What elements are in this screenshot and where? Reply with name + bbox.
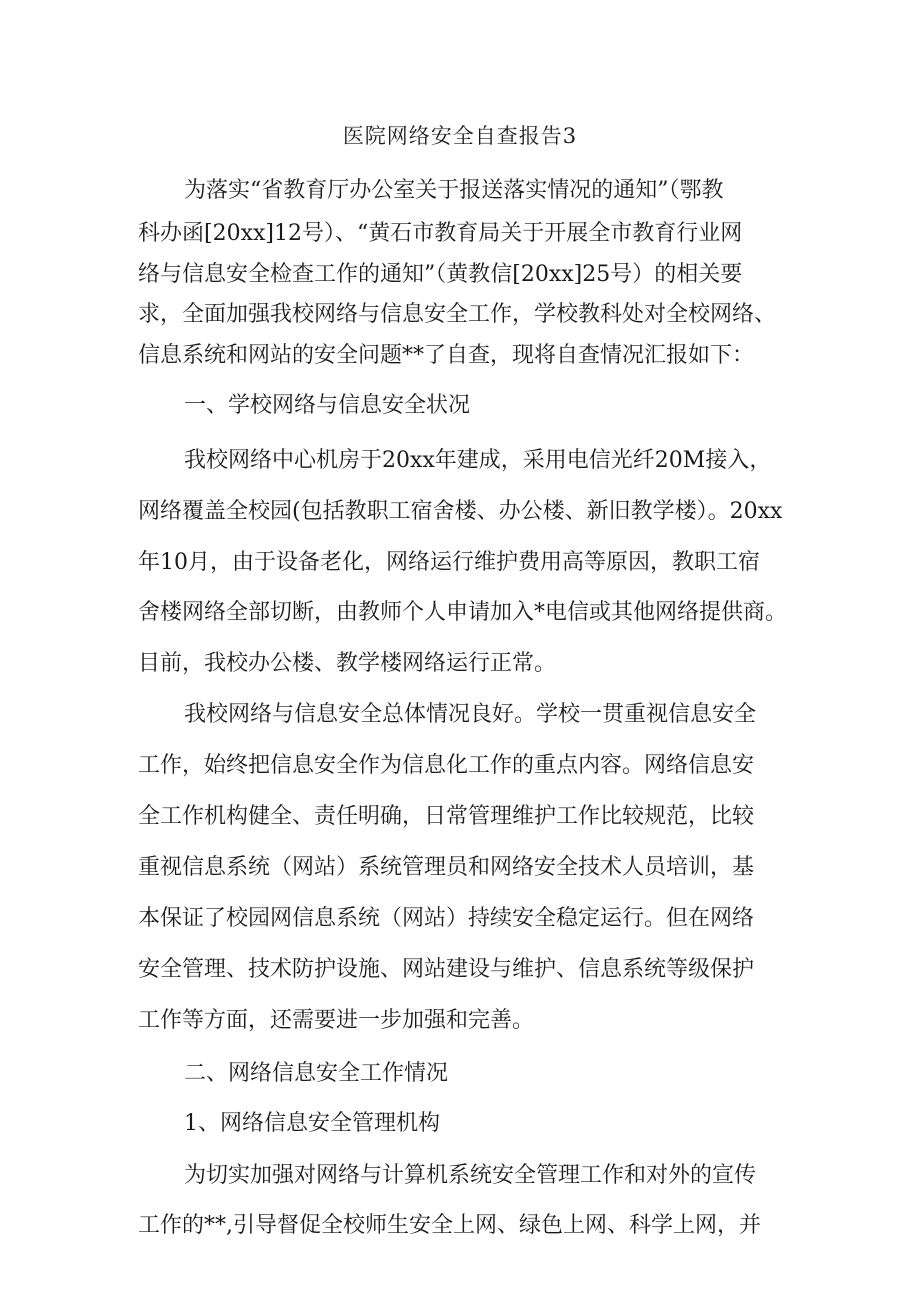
- paragraph-line: 工作等方面，还需要进一步加强和完善。: [138, 1008, 535, 1033]
- paragraph-line: 我校网络中心机房于20xx年建成，采用电信光纤20M接入，: [184, 448, 772, 473]
- paragraph-line: 为落实“省教育厅办公室关于报送落实情况的通知”（鄂教: [184, 178, 724, 203]
- paragraph-line: 科办函[20xx]12号）、“黄石市教育局关于开展全市教育行业网: [138, 221, 743, 246]
- paragraph-line: 舍楼网络全部切断，由教师个人申请加入*电信或其他网络提供商。: [138, 600, 788, 625]
- paragraph-line: 信息系统和网站的安全问题**了自查，现将自查情况汇报如下：: [138, 343, 755, 368]
- paragraph-line: 为切实加强对网络与计算机系统安全管理工作和对外的宣传: [184, 1163, 757, 1188]
- paragraph-line: 网络覆盖全校园(包括教职工宿舍楼、办公楼、新旧教学楼）。20xx: [138, 499, 783, 524]
- paragraph-line: 工作，始终把信息安全作为信息化工作的重点内容。网络信息安: [138, 753, 755, 778]
- paragraph-line: 重视信息系统（网站）系统管理员和网络安全技术人员培训，基: [138, 855, 755, 880]
- document-title: 医院网络安全自查报告3: [342, 124, 578, 148]
- section-heading: 一、学校网络与信息安全状况: [184, 393, 471, 418]
- paragraph-line: 求，全面加强我校网络与信息安全工作，学校教科处对全校网络、: [138, 302, 777, 327]
- subsection-heading: 1、网络信息安全管理机构: [184, 1111, 440, 1136]
- paragraph-line: 我校网络与信息安全总体情况良好。学校一贯重视信息安全: [184, 702, 757, 727]
- paragraph-line: 年10月，由于设备老化，网络运行维护费用高等原因，教职工宿: [138, 550, 760, 575]
- paragraph-line: 工作的**,引导督促全校师生安全上网、绿色上网、科学上网，并: [138, 1213, 761, 1238]
- section-heading: 二、网络信息安全工作情况: [184, 1061, 449, 1086]
- paragraph-line: 络与信息安全检查工作的通知”（黄教信[20xx]25号）的相关要: [138, 262, 743, 287]
- paragraph-line: 目前，我校办公楼、教学楼网络运行正常。: [138, 651, 557, 676]
- paragraph-line: 安全管理、技术防护设施、网站建设与维护、信息系统等级保护: [138, 957, 755, 982]
- paragraph-line: 本保证了校园网信息系统（网站）持续安全稳定运行。但在网络: [138, 906, 755, 931]
- paragraph-line: 全工作机构健全、责任明确，日常管理维护工作比较规范，比较: [138, 804, 755, 829]
